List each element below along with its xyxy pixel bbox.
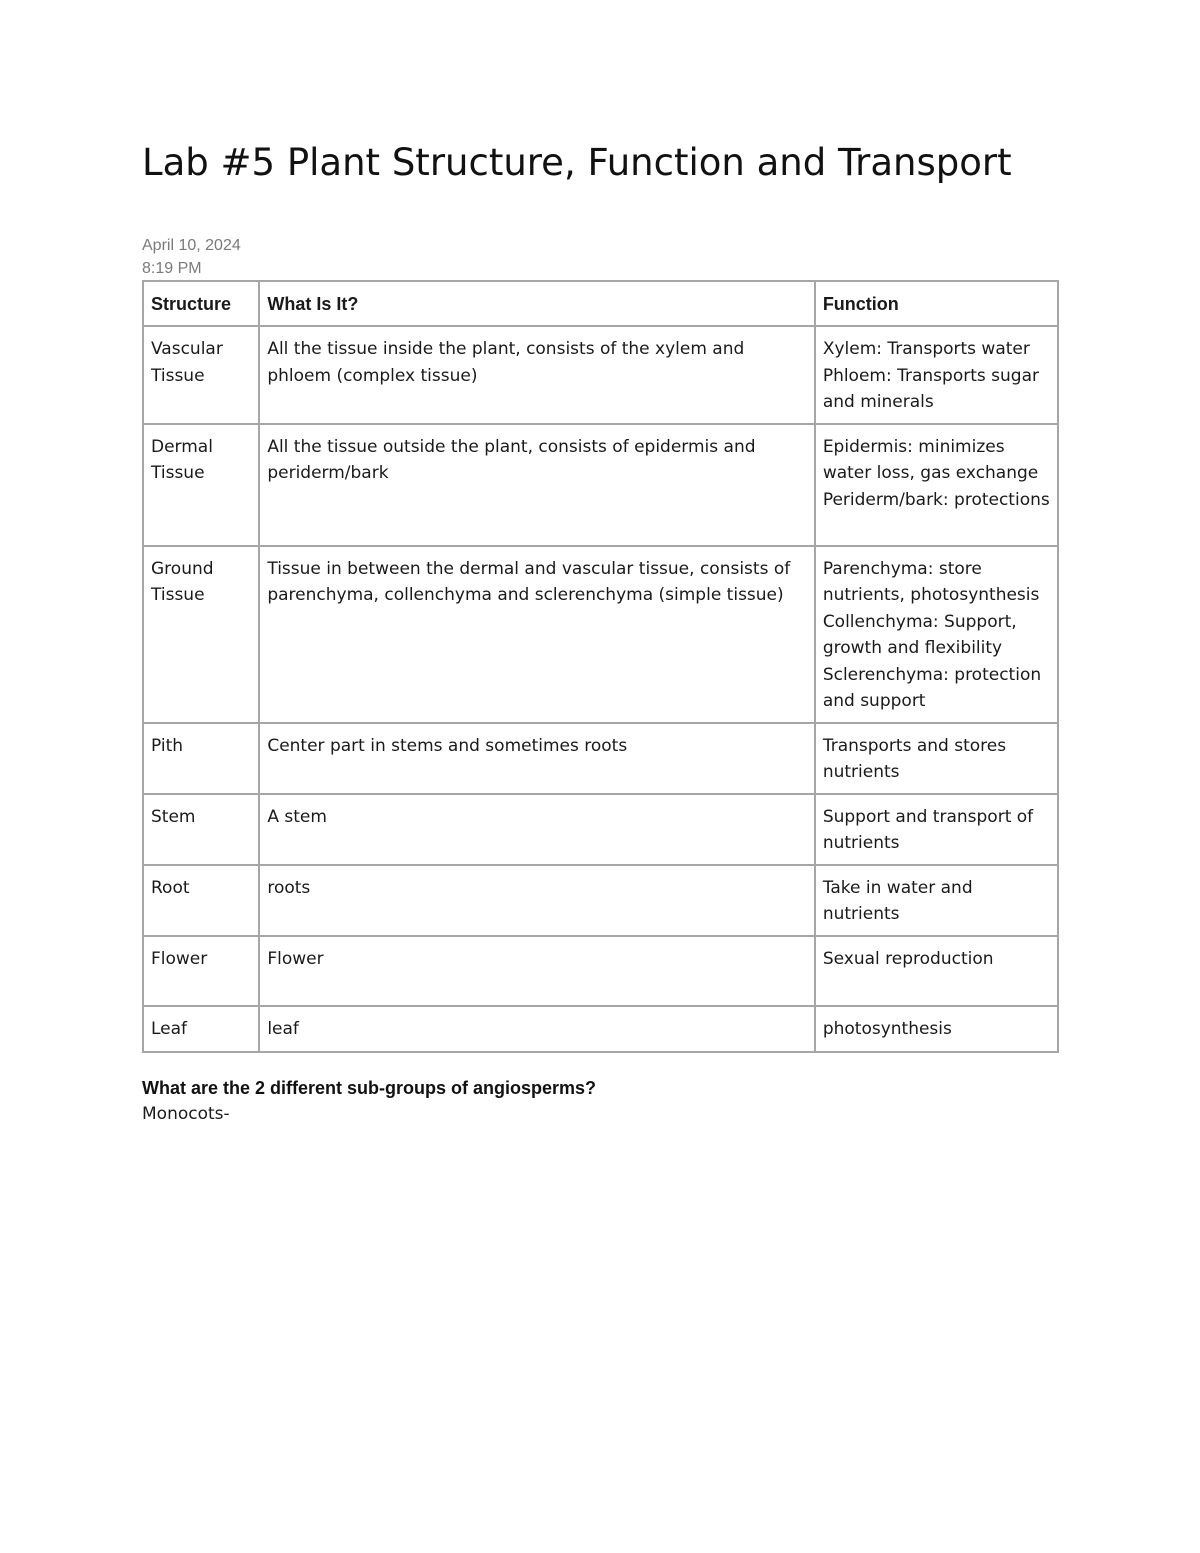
function-text: Sclerenchyma: protection and support <box>822 664 1042 711</box>
cell-structure <box>143 546 259 723</box>
header-function: Function <box>815 281 1058 326</box>
cell-what-is-it: All the tissue inside the plant, consists of the xylem and phloem (complex tissue) <box>259 326 814 424</box>
function-text: Transports and stores nutrients <box>822 735 1007 782</box>
cell-function <box>815 326 1058 424</box>
function-text: Epidermis: minimizes water loss, gas exchange <box>822 436 1039 483</box>
structure-text: Leaf <box>151 1018 188 1039</box>
table-header-row <box>143 281 1058 326</box>
note-time: 8:19 PM <box>142 260 202 277</box>
plant-structure-table <box>142 280 1059 1053</box>
table-row <box>143 326 1058 424</box>
header-what-is-it: What Is It? <box>259 281 814 326</box>
cell-what-is-it: Flower <box>259 936 814 1006</box>
table-row <box>143 1006 1058 1052</box>
table-row <box>143 865 1058 936</box>
structure-text: Ground <box>151 558 214 579</box>
cell-function <box>815 723 1058 794</box>
structure-text: Tissue <box>151 585 205 605</box>
function-text: Periderm/bark: protections <box>822 489 1050 510</box>
cell-what-is-it: A stem <box>259 794 814 865</box>
function-text: Collenchyma: Support, growth and flexibility <box>822 611 1017 658</box>
structure-text: Root <box>151 877 190 898</box>
cell-what-is-it: All the tissue outside the plant, consists of epidermis and periderm/bark <box>259 424 814 546</box>
answer-text: Monocots- <box>142 1104 230 1124</box>
cell-structure <box>143 794 259 865</box>
function-text: Phloem: Transports sugar and minerals <box>822 365 1039 412</box>
table-row <box>143 546 1058 723</box>
cell-structure <box>143 936 259 1006</box>
structure-text: Dermal <box>151 436 213 457</box>
table-row <box>143 723 1058 794</box>
cell-what-is-it: leaf <box>259 1006 814 1052</box>
note-date: April 10, 2024 <box>142 237 241 254</box>
cell-function <box>815 546 1058 723</box>
cell-function <box>815 936 1058 1006</box>
cell-function <box>815 424 1058 546</box>
table-row <box>143 794 1058 865</box>
cell-structure <box>143 865 259 936</box>
function-text: Parenchyma: store nutrients, photosynthesis <box>822 558 1040 605</box>
page-title: Lab #5 Plant Structure, Function and Transport <box>142 141 1012 184</box>
cell-what-is-it: Tissue in between the dermal and vascular tissue, consists of parenchyma, collenchyma and sclerenchyma (simple tissue) <box>259 546 814 723</box>
function-text: Sexual reproduction <box>822 948 994 969</box>
cell-structure <box>143 1006 259 1052</box>
cell-what-is-it: Center part in stems and sometimes roots <box>259 723 814 794</box>
table-row <box>143 936 1058 1006</box>
cell-structure <box>143 723 259 794</box>
structure-text: Vascular <box>151 339 223 359</box>
structure-text: Stem <box>151 806 196 827</box>
structure-text: Pith <box>151 735 184 756</box>
question-heading: What are the 2 different sub-groups of angiosperms? <box>142 1078 597 1098</box>
function-text: Support and transport of nutrients <box>822 806 1034 853</box>
table-row <box>143 424 1058 546</box>
structure-text: Tissue <box>151 463 205 483</box>
function-text: Xylem: Transports water <box>822 339 1030 359</box>
cell-function <box>815 794 1058 865</box>
structure-text: Flower <box>151 948 208 969</box>
cell-function <box>815 1006 1058 1052</box>
cell-structure <box>143 326 259 424</box>
cell-what-is-it: roots <box>259 865 814 936</box>
structure-text: Tissue <box>151 365 205 386</box>
function-text: photosynthesis <box>822 1018 952 1039</box>
function-text: Take in water and nutrients <box>822 877 973 924</box>
cell-structure <box>143 424 259 546</box>
cell-function <box>815 865 1058 936</box>
header-structure: Structure <box>143 281 259 326</box>
